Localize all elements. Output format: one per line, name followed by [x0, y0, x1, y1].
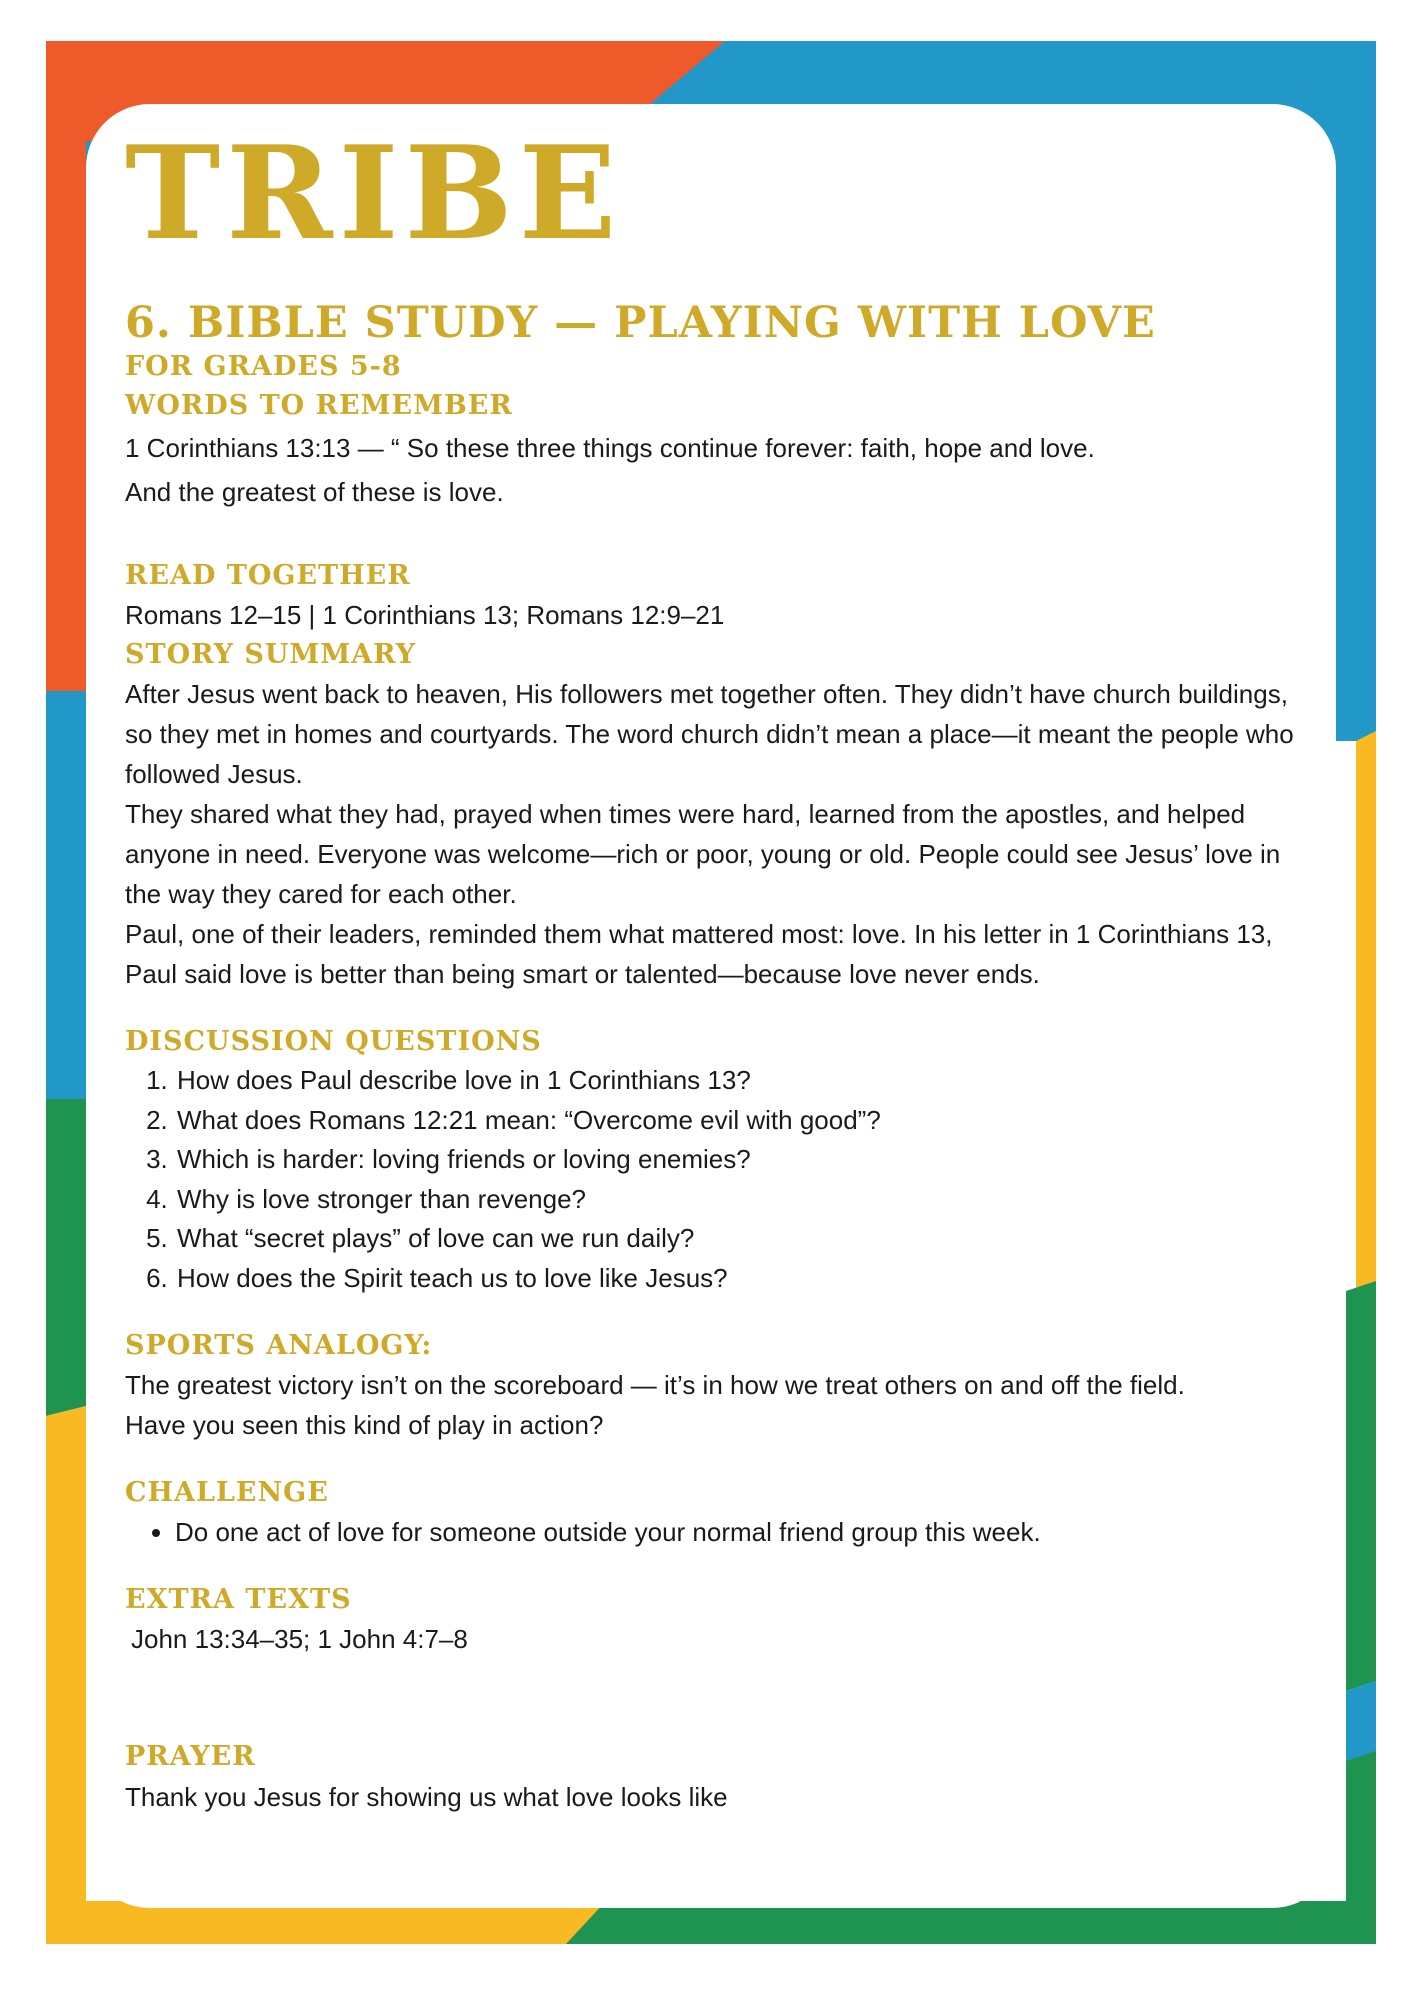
- discussion-question: 3. Which is harder: loving friends or loving enemies?: [175, 1140, 1305, 1180]
- page-title: 6. BIBLE STUDY — PLAYING WITH LOVE: [125, 298, 1156, 348]
- story-paragraph: After Jesus went back to heaven, His followers met together often. They didn’t have church buildings, so they met in homes and courtyards. The word church didn’t mean a place—it meant the people who followed Jesus.: [125, 678, 1294, 789]
- challenge-heading: CHALLENGE: [125, 1477, 329, 1509]
- extra-heading: EXTRA TEXTS: [125, 1584, 352, 1616]
- challenge-list: [125, 1512, 1305, 1552]
- discussion-question: 1. How does Paul describe love in 1 Corinthians 13?: [175, 1061, 1305, 1101]
- read-heading: READ TOGETHER: [125, 559, 411, 591]
- border-orange-left: [46, 41, 86, 741]
- discussion-heading: DISCUSSION QUESTIONS: [125, 1025, 542, 1057]
- memory-verse-line-2: And the greatest of these is love.: [125, 476, 504, 507]
- border-yellow-right: [1356, 731, 1376, 1291]
- memory-verse-line-1: 1 Corinthians 13:13 — “ So these three things continue forever: faith, hope and love.: [125, 432, 1095, 463]
- sports-text-line-2: Have you seen this kind of play in action?: [125, 1410, 604, 1441]
- discussion-question: 6. How does the Spirit teach us to love like Jesus?: [175, 1259, 1305, 1299]
- discussion-question: 5. What “secret plays” of love can we run daily?: [175, 1219, 1305, 1259]
- story-heading: STORY SUMMARY: [125, 638, 417, 670]
- words-heading: WORDS TO REMEMBER: [125, 390, 513, 422]
- border-green-left: [46, 1099, 86, 1416]
- challenge-item: • Do one act of love for someone outside your normal friend group this week.: [175, 1512, 1305, 1552]
- extra-text: John 13:34–35; 1 John 4:7–8: [131, 1624, 468, 1655]
- border-green-right: [1346, 1281, 1376, 1691]
- border-blue-left: [46, 691, 86, 1099]
- discussion-question: 2. What does Romans 12:21 mean: “Overcome evil with good”?: [175, 1101, 1305, 1141]
- tribe-logo: TRIBE: [125, 119, 623, 269]
- prayer-heading: PRAYER: [125, 1741, 256, 1773]
- story-paragraph: Paul, one of their leaders, reminded them what mattered most: love. In his letter in 1 Corinthians 13, Paul said love is better than being smart or talented—because love never ends.: [125, 918, 1273, 989]
- sports-text-line-1: The greatest victory isn’t on the scoreboard — it’s in how we treat others on and off the field.: [125, 1370, 1185, 1401]
- discussion-list: [125, 1061, 1305, 1298]
- border-yellow-left: [46, 1406, 86, 1944]
- prayer-text: Thank you Jesus for showing us what love looks like: [125, 1781, 728, 1812]
- grades-label: FOR GRADES 5-8: [125, 351, 402, 383]
- sports-heading: SPORTS ANALOGY:: [125, 1330, 433, 1361]
- document-content: [125, 119, 1305, 1817]
- discussion-question: 4. Why is love stronger than revenge?: [175, 1180, 1305, 1220]
- read-text: Romans 12–15 | 1 Corinthians 13; Romans 12:9–21: [125, 599, 725, 630]
- story-paragraph: They shared what they had, prayed when times were hard, learned from the apostles, and helped anyone in need. Everyone was welcome—rich or poor, young or old. People could see Jesus’ love in the way they cared for each other.: [125, 798, 1281, 909]
